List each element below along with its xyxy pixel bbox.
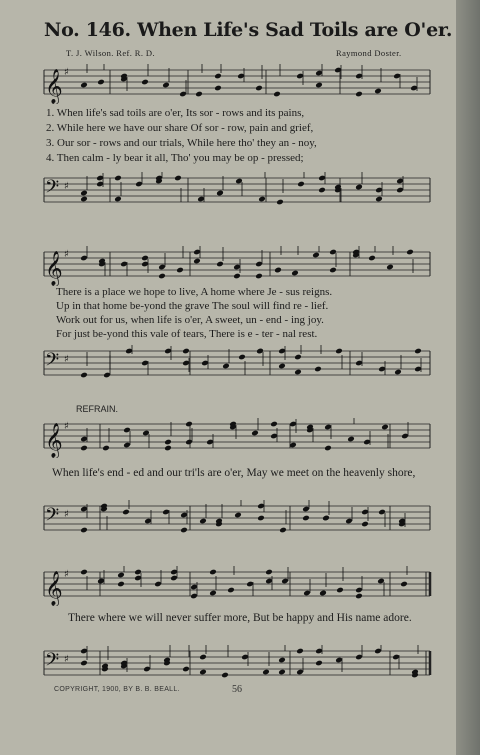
note-head xyxy=(227,587,235,594)
treble-clef-icon: 𝄞 xyxy=(45,571,63,606)
refrain-treble xyxy=(0,418,456,458)
system-2-bass xyxy=(0,345,456,385)
note-head xyxy=(238,354,246,361)
note-head xyxy=(279,527,287,534)
note-head xyxy=(114,175,122,182)
verse2-line-2: Up in that home be-yond the grave The soul will find re - lief. xyxy=(56,300,329,312)
bass-clef-icon: 𝄢 xyxy=(45,350,60,375)
verse-line-3: 3. Our sor - rows and our trials, While here tho' they an - noy, xyxy=(46,137,317,149)
note-head xyxy=(374,88,382,95)
note-head xyxy=(294,354,302,361)
note-head xyxy=(255,273,263,280)
sharp-icon: ♯ xyxy=(64,181,69,192)
note-head xyxy=(276,199,284,206)
note-head xyxy=(255,85,263,92)
verse-line-4: 4. Then calm - ly bear it all, Tho' you may be op - pressed; xyxy=(46,152,304,164)
sharp-icon: ♯ xyxy=(64,509,69,520)
note-head xyxy=(193,258,201,265)
note-head xyxy=(102,445,110,452)
note-head xyxy=(195,91,203,98)
composer-credit: Raymond Doster. xyxy=(336,48,402,58)
note-head xyxy=(182,666,190,673)
note-head xyxy=(355,91,363,98)
refrain-lyric-2: There where we will never suffer more, But be happy and His name adore. xyxy=(68,612,412,624)
note-head xyxy=(329,267,337,274)
note-head xyxy=(324,445,332,452)
note-head xyxy=(141,79,149,86)
note-head xyxy=(355,184,363,191)
verse-line-2: 2. While here we have our share Of sor - row, pain and grief, xyxy=(46,122,314,134)
note-head xyxy=(174,175,182,182)
note-head xyxy=(315,82,323,89)
note-head xyxy=(199,654,207,661)
copyright-notice: COPYRIGHT, 1900, BY B. B. BEALL. xyxy=(54,686,180,693)
note-head xyxy=(406,249,414,256)
note-head xyxy=(199,669,207,676)
note-head xyxy=(199,518,207,525)
staff-lines xyxy=(44,651,430,675)
page-number: 56 xyxy=(232,684,242,695)
note-head xyxy=(80,372,88,379)
sharp-icon: ♯ xyxy=(64,67,69,78)
note-head xyxy=(233,273,241,280)
bass-clef-icon: 𝄢 xyxy=(45,650,60,675)
note-head xyxy=(314,366,322,373)
note-head xyxy=(209,590,217,597)
sharp-icon: ♯ xyxy=(64,421,69,432)
note-head xyxy=(182,348,190,355)
staff-lines xyxy=(44,424,430,448)
note-head xyxy=(318,187,326,194)
note-head xyxy=(80,527,88,534)
treble-clef-icon: 𝄞 xyxy=(45,423,63,458)
staff-lines xyxy=(44,572,430,596)
note-head xyxy=(80,445,88,452)
system-2-treble xyxy=(0,246,456,286)
note-head xyxy=(312,252,320,259)
note-head xyxy=(162,82,170,89)
note-head xyxy=(414,348,422,355)
note-head xyxy=(296,648,304,655)
note-head xyxy=(368,255,376,262)
treble-clef-icon: 𝄞 xyxy=(45,69,63,104)
bass-clef-icon: 𝄢 xyxy=(45,177,60,202)
note-head xyxy=(114,196,122,203)
refrain-lyric-1: When life's end - ed and our tri'ls are o'er, May we meet on the heavenly shore, xyxy=(52,467,416,479)
verse2-line-3: Work out for us, when life is o'er, A sweet, un - end - ing joy. xyxy=(56,314,324,326)
note-head xyxy=(278,363,286,370)
note-head xyxy=(97,79,105,86)
refrain-label: REFRAIN. xyxy=(76,404,119,414)
sharp-icon: ♯ xyxy=(64,354,69,365)
note-head xyxy=(234,512,242,519)
page-edge xyxy=(456,0,480,755)
note-head xyxy=(164,439,172,446)
note-head xyxy=(355,593,363,600)
note-head xyxy=(80,569,88,576)
sharp-icon: ♯ xyxy=(64,249,69,260)
note-head xyxy=(381,424,389,431)
hymn-title: No. 146. When Life's Sad Toils are O'er. xyxy=(44,19,453,41)
final-treble xyxy=(0,566,456,606)
note-head xyxy=(221,672,229,679)
note-head xyxy=(302,515,310,522)
note-head xyxy=(322,515,330,522)
note-head xyxy=(265,569,273,576)
note-head xyxy=(185,421,193,428)
system-1-bass xyxy=(0,172,456,212)
treble-clef-icon: 𝄞 xyxy=(45,251,63,286)
note-head xyxy=(361,521,369,528)
note-head xyxy=(394,369,402,376)
note-head xyxy=(117,581,125,588)
note-head xyxy=(335,348,343,355)
note-head xyxy=(80,660,88,667)
note-head xyxy=(180,527,188,534)
note-head xyxy=(80,82,88,89)
note-head xyxy=(294,369,302,376)
note-head xyxy=(117,572,125,579)
note-head xyxy=(164,445,172,452)
note-head xyxy=(80,190,88,197)
note-head xyxy=(315,660,323,667)
note-head xyxy=(400,581,408,588)
refrain-bass xyxy=(0,500,456,540)
note-head xyxy=(297,181,305,188)
verse2-line-4: For just be-yond this vale of tears, There is e - ter - nal rest. xyxy=(56,328,318,340)
note-head xyxy=(336,587,344,594)
bass-clef-icon: 𝄢 xyxy=(45,505,60,530)
sharp-icon: ♯ xyxy=(64,569,69,580)
note-head xyxy=(80,196,88,203)
note-head xyxy=(176,267,184,274)
note-head xyxy=(258,196,266,203)
note-head xyxy=(274,267,282,274)
note-head xyxy=(347,436,355,443)
note-head xyxy=(278,657,286,664)
sharp-icon: ♯ xyxy=(64,654,69,665)
note-head xyxy=(214,85,222,92)
note-head xyxy=(319,590,327,597)
system-1-treble xyxy=(0,64,456,104)
note-head xyxy=(257,515,265,522)
note-head xyxy=(386,264,394,271)
note-head xyxy=(278,669,286,676)
verse-line-1: 1. When life's sad toils are o'er, Its sor - rows and its pains, xyxy=(46,107,305,119)
note-head xyxy=(291,270,299,277)
lyricist-credit: T. J. Wilson. Ref. R. D. xyxy=(66,48,155,58)
verse2-line-1: There is a place we hope to live, A home where Je - sus reigns. xyxy=(56,286,333,298)
note-head xyxy=(222,363,230,370)
final-bass xyxy=(0,645,456,685)
note-head xyxy=(262,669,270,676)
note-head xyxy=(251,430,259,437)
note-head xyxy=(214,73,222,80)
note-head xyxy=(375,196,383,203)
note-head xyxy=(209,569,217,576)
note-head xyxy=(216,261,224,268)
note-head xyxy=(273,91,281,98)
note-head xyxy=(158,273,166,280)
staff-lines xyxy=(44,351,430,375)
note-head xyxy=(270,421,278,428)
note-head xyxy=(122,509,130,516)
note-head xyxy=(216,190,224,197)
